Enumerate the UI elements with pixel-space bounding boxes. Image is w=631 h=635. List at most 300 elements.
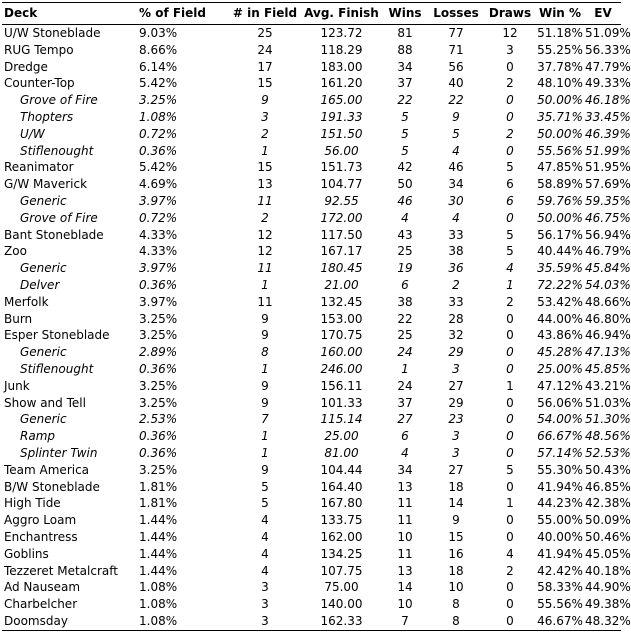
cell-deck: U/W [20,126,45,141]
cell-deck: Grove of Fire [20,93,98,108]
cell-wins: 34 [397,462,413,477]
cell-deck: Splinter Twin [20,445,98,460]
cell-ev: 59.35% [585,193,631,208]
cell-draws: 0 [506,395,514,410]
cell-ev: 49.33% [585,76,631,91]
cell-pct-field: 5.42% [139,160,178,175]
cell-wins: 88 [397,42,413,57]
cell-pct-field: 1.44% [139,529,178,544]
cell-losses: 77 [448,26,464,40]
cell-ev: 54.03% [585,277,631,292]
table-subrow [2,143,621,160]
table-row [2,596,621,613]
cell-win-pct: 37.78% [537,59,583,74]
cell-losses: 15 [448,529,464,544]
cell-ev: 45.85% [585,361,631,376]
cell-draws: 0 [506,529,514,544]
cell-ev: 43.21% [585,378,631,393]
cell-ev: 45.84% [585,261,631,276]
cell-win-pct: 47.12% [537,378,583,393]
cell-deck: Esper Stoneblade [4,328,110,343]
table-subrow [2,428,621,445]
cell-ev: 48.56% [585,429,631,444]
column-header-wins: Wins [388,6,422,20]
cell-losses: 4 [452,210,460,225]
cell-pct-field: 3.25% [139,395,178,410]
cell-losses: 4 [452,143,460,158]
cell-pct-field: 4.69% [139,177,178,192]
table-row [2,42,621,59]
cell-losses: 23 [448,412,464,427]
cell-pct-field: 3.25% [139,378,178,393]
cell-num-field: 15 [257,160,273,175]
cell-losses: 18 [448,479,464,494]
cell-deck: Ad Nauseam [4,580,81,595]
cell-deck: Tezzeret Metalcraft [4,563,118,578]
cell-losses: 5 [452,126,460,141]
cell-pct-field: 8.66% [139,42,178,57]
cell-win-pct: 35.71% [537,109,583,124]
cell-num-field: 8 [261,345,269,360]
cell-draws: 6 [506,177,514,192]
cell-deck: U/W Stoneblade [4,26,101,40]
cell-deck: Generic [20,261,67,276]
table-subrow [2,92,621,109]
cell-draws: 0 [506,412,514,427]
cell-num-field: 1 [261,277,269,292]
cell-wins: 25 [397,244,413,259]
cell-avg-finish: 25.00 [324,429,359,444]
cell-pct-field: 2.53% [139,412,178,427]
cell-pct-field: 1.08% [139,613,178,628]
cell-ev: 46.18% [585,93,631,108]
cell-draws: 4 [506,546,514,561]
cell-num-field: 13 [257,177,273,192]
cell-num-field: 11 [257,261,273,276]
cell-wins: 1 [401,361,409,376]
cell-num-field: 9 [261,93,269,108]
cell-win-pct: 50.00% [537,126,583,141]
cell-avg-finish: 117.50 [320,227,363,242]
cell-wins: 6 [401,277,409,292]
table-row [2,395,621,412]
cell-deck: B/W Stoneblade [4,479,100,494]
column-header-ev: EV [594,6,612,20]
cell-avg-finish: 101.33 [320,395,363,410]
cell-draws: 0 [506,311,514,326]
cell-draws: 0 [506,345,514,360]
cell-pct-field: 3.97% [139,294,178,309]
cell-deck: Dredge [4,59,48,74]
cell-win-pct: 42.42% [537,563,583,578]
cell-win-pct: 59.76% [537,193,583,208]
cell-pct-field: 0.36% [139,143,178,158]
cell-draws: 5 [506,227,514,242]
cell-num-field: 25 [257,26,273,40]
cell-losses: 33 [448,227,464,242]
table-row [2,378,621,395]
cell-avg-finish: 81.00 [324,445,359,460]
cell-deck: Enchantress [4,529,78,544]
cell-draws: 0 [506,479,514,494]
cell-draws: 0 [506,93,514,108]
cell-avg-finish: 118.29 [320,42,363,57]
table-row [2,462,621,479]
table-row [2,512,621,529]
cell-deck: Counter-Top [4,76,75,91]
cell-wins: 19 [397,261,413,276]
cell-pct-field: 0.36% [139,445,178,460]
cell-wins: 22 [397,93,413,108]
cell-num-field: 3 [261,613,269,628]
table-row [2,311,621,328]
cell-win-pct: 55.56% [537,143,583,158]
table-body [2,25,631,631]
cell-losses: 30 [448,193,464,208]
column-header-num-field: # in Field [232,6,298,20]
cell-win-pct: 48.10% [537,76,583,91]
cell-win-pct: 25.00% [537,361,583,376]
cell-avg-finish: 133.75 [320,513,363,528]
cell-ev: 52.53% [585,445,631,460]
cell-draws: 0 [506,513,514,528]
cell-deck: Thopters [20,109,74,124]
cell-avg-finish: 170.75 [320,328,363,343]
table-row [2,294,621,311]
cell-losses: 2 [452,277,460,292]
cell-wins: 5 [401,126,409,141]
cell-num-field: 4 [261,529,269,544]
cell-avg-finish: 115.14 [320,412,363,427]
table-subrow [2,210,621,227]
cell-num-field: 1 [261,361,269,376]
cell-num-field: 9 [261,462,269,477]
cell-avg-finish: 167.80 [320,496,363,511]
cell-deck: Bant Stoneblade [4,227,104,242]
cell-win-pct: 41.94% [537,546,583,561]
cell-num-field: 11 [257,294,273,309]
cell-ev: 50.09% [585,513,631,528]
cell-win-pct: 40.44% [537,244,583,259]
cell-wins: 37 [397,395,413,410]
cell-win-pct: 50.00% [537,93,583,108]
cell-losses: 27 [448,378,464,393]
cell-deck: Ramp [20,429,55,444]
cell-draws: 0 [506,597,514,612]
cell-draws: 0 [506,109,514,124]
cell-deck: Delver [20,277,60,292]
cell-deck: Generic [20,193,67,208]
cell-losses: 29 [448,395,464,410]
cell-pct-field: 0.36% [139,361,178,376]
cell-avg-finish: 104.44 [320,462,363,477]
cell-pct-field: 0.72% [139,126,178,141]
cell-deck: Team America [4,462,90,477]
cell-draws: 0 [506,361,514,376]
cell-losses: 9 [452,513,460,528]
cell-draws: 1 [506,378,514,393]
cell-win-pct: 56.06% [537,395,583,410]
cell-ev: 46.75% [585,210,631,225]
cell-pct-field: 2.89% [139,345,178,360]
cell-num-field: 3 [261,597,269,612]
cell-num-field: 1 [261,429,269,444]
cell-ev: 56.94% [585,227,631,242]
cell-pct-field: 0.36% [139,429,178,444]
cell-ev: 42.38% [585,496,631,511]
cell-deck: Generic [20,412,67,427]
cell-deck: Generic [20,345,67,360]
cell-win-pct: 58.89% [537,177,583,192]
cell-win-pct: 55.30% [537,462,583,477]
table-subrow [2,277,621,294]
cell-draws: 1 [506,496,514,511]
cell-deck: Reanimator [4,160,74,175]
cell-ev: 48.32% [585,613,631,628]
cell-num-field: 1 [261,445,269,460]
cell-num-field: 3 [261,580,269,595]
cell-avg-finish: 183.00 [320,59,363,74]
cell-deck: Doomsday [4,613,68,628]
cell-wins: 5 [401,109,409,124]
cell-losses: 40 [448,76,464,91]
table-subrow [2,193,621,210]
cell-win-pct: 72.22% [537,277,583,292]
cell-wins: 14 [397,580,413,595]
cell-losses: 36 [448,261,464,276]
cell-avg-finish: 161.20 [320,76,363,91]
table-row [2,563,621,580]
cell-avg-finish: 191.33 [320,109,363,124]
table-row [2,75,621,92]
column-header-draws: Draws [488,6,532,20]
column-header-losses: Losses [433,6,479,20]
cell-deck: Charbelcher [4,597,78,612]
cell-draws: 0 [506,328,514,343]
cell-num-field: 9 [261,328,269,343]
column-header-deck: Deck [4,6,38,20]
cell-draws: 5 [506,160,514,175]
cell-num-field: 5 [261,496,269,511]
cell-draws: 4 [506,261,514,276]
cell-pct-field: 6.14% [139,59,178,74]
cell-deck: High Tide [4,496,61,511]
cell-draws: 0 [506,210,514,225]
cell-ev: 40.18% [585,563,631,578]
cell-num-field: 11 [257,193,273,208]
table-row [2,227,621,244]
cell-ev: 46.85% [585,479,631,494]
cell-draws: 0 [506,59,514,74]
cell-num-field: 3 [261,109,269,124]
cell-pct-field: 3.25% [139,93,178,108]
cell-wins: 7 [401,613,409,628]
cell-ev: 51.99% [585,143,631,158]
cell-wins: 81 [397,26,413,40]
cell-losses: 32 [448,328,464,343]
cell-avg-finish: 104.77 [320,177,363,192]
cell-win-pct: 57.14% [537,445,583,460]
cell-ev: 51.30% [585,412,631,427]
cell-num-field: 17 [257,59,273,74]
table-row [2,495,621,512]
cell-losses: 14 [448,496,464,511]
cell-num-field: 12 [257,227,273,242]
cell-win-pct: 44.23% [537,496,583,511]
table-subrow [2,344,621,361]
cell-draws: 3 [506,42,514,57]
cell-draws: 5 [506,244,514,259]
cell-draws: 5 [506,462,514,477]
cell-win-pct: 55.25% [537,42,583,57]
cell-avg-finish: 140.00 [320,597,363,612]
cell-deck: Aggro Loam [4,513,77,528]
cell-pct-field: 3.25% [139,462,178,477]
cell-losses: 3 [452,361,460,376]
cell-pct-field: 1.44% [139,546,178,561]
cell-wins: 10 [397,529,413,544]
cell-wins: 10 [397,597,413,612]
cell-win-pct: 40.00% [537,529,583,544]
cell-num-field: 12 [257,244,273,259]
cell-pct-field: 3.25% [139,311,178,326]
cell-wins: 13 [397,479,413,494]
table-row [2,579,621,596]
cell-ev: 47.13% [585,345,631,360]
table-subrow [2,361,621,378]
table-row [2,479,621,496]
cell-avg-finish: 162.00 [320,529,363,544]
cell-draws: 2 [506,126,514,141]
cell-avg-finish: 132.45 [320,294,363,309]
cell-pct-field: 1.08% [139,109,178,124]
cell-ev: 44.90% [585,580,631,595]
cell-win-pct: 66.67% [537,429,583,444]
cell-losses: 18 [448,563,464,578]
cell-wins: 46 [397,193,413,208]
cell-pct-field: 3.25% [139,328,178,343]
cell-win-pct: 50.00% [537,210,583,225]
cell-wins: 43 [397,227,413,242]
cell-ev: 57.69% [585,177,631,192]
cell-avg-finish: 167.17 [320,244,363,259]
cell-losses: 33 [448,294,464,309]
cell-ev: 47.79% [585,59,631,74]
cell-pct-field: 5.42% [139,76,178,91]
cell-num-field: 24 [257,42,273,57]
cell-draws: 0 [506,429,514,444]
cell-pct-field: 3.97% [139,193,178,208]
cell-ev: 46.94% [585,328,631,343]
cell-deck: Grove of Fire [20,210,98,225]
cell-wins: 6 [401,429,409,444]
deck-stats-table [2,2,631,631]
cell-avg-finish: 151.50 [320,126,363,141]
cell-avg-finish: 156.11 [320,378,363,393]
cell-win-pct: 55.56% [537,597,583,612]
cell-draws: 2 [506,294,514,309]
cell-avg-finish: 92.55 [324,193,359,208]
cell-wins: 4 [401,445,409,460]
cell-num-field: 9 [261,378,269,393]
cell-deck: Zoo [4,244,27,259]
cell-losses: 3 [452,429,460,444]
cell-deck: Merfolk [4,294,49,309]
cell-wins: 11 [397,513,413,528]
cell-draws: 2 [506,76,514,91]
cell-pct-field: 3.97% [139,261,178,276]
cell-wins: 22 [397,311,413,326]
cell-losses: 10 [448,580,464,595]
cell-win-pct: 53.42% [537,294,583,309]
cell-pct-field: 1.08% [139,580,178,595]
cell-num-field: 7 [261,412,269,427]
cell-pct-field: 0.36% [139,277,178,292]
cell-avg-finish: 164.40 [320,479,363,494]
cell-pct-field: 9.03% [139,26,178,40]
cell-ev: 48.66% [585,294,631,309]
cell-wins: 13 [397,563,413,578]
cell-losses: 3 [452,445,460,460]
cell-win-pct: 55.00% [537,513,583,528]
cell-avg-finish: 153.00 [320,311,363,326]
cell-pct-field: 1.44% [139,513,178,528]
cell-losses: 16 [448,546,464,561]
cell-avg-finish: 165.00 [320,93,363,108]
cell-win-pct: 44.00% [537,311,583,326]
cell-ev: 46.39% [585,126,631,141]
cell-losses: 34 [448,177,464,192]
cell-wins: 5 [401,143,409,158]
cell-num-field: 5 [261,479,269,494]
cell-win-pct: 54.00% [537,412,583,427]
cell-draws: 12 [502,26,518,40]
cell-losses: 8 [452,613,460,628]
cell-deck: Stiflenought [20,143,94,158]
cell-ev: 50.46% [585,529,631,544]
cell-pct-field: 0.72% [139,210,178,225]
table-row [2,176,621,193]
cell-avg-finish: 246.00 [320,361,363,376]
column-header-win-pct: Win % [538,6,582,20]
table-row [2,25,621,42]
cell-num-field: 4 [261,546,269,561]
cell-wins: 11 [397,496,413,511]
cell-draws: 0 [506,613,514,628]
table-row [2,327,621,344]
cell-win-pct: 35.59% [537,261,583,276]
cell-wins: 24 [397,378,413,393]
cell-pct-field: 1.81% [139,479,178,494]
cell-win-pct: 43.86% [537,328,583,343]
table-row [2,159,621,176]
cell-losses: 38 [448,244,464,259]
cell-draws: 6 [506,193,514,208]
cell-avg-finish: 180.45 [320,261,363,276]
cell-num-field: 15 [257,76,273,91]
table-row [2,243,621,260]
cell-avg-finish: 107.75 [320,563,363,578]
cell-num-field: 9 [261,395,269,410]
cell-draws: 2 [506,563,514,578]
cell-num-field: 1 [261,143,269,158]
cell-losses: 9 [452,109,460,124]
cell-avg-finish: 151.73 [320,160,363,175]
cell-avg-finish: 134.25 [320,546,363,561]
cell-wins: 4 [401,210,409,225]
cell-deck: G/W Maverick [4,177,88,192]
cell-losses: 56 [448,59,464,74]
